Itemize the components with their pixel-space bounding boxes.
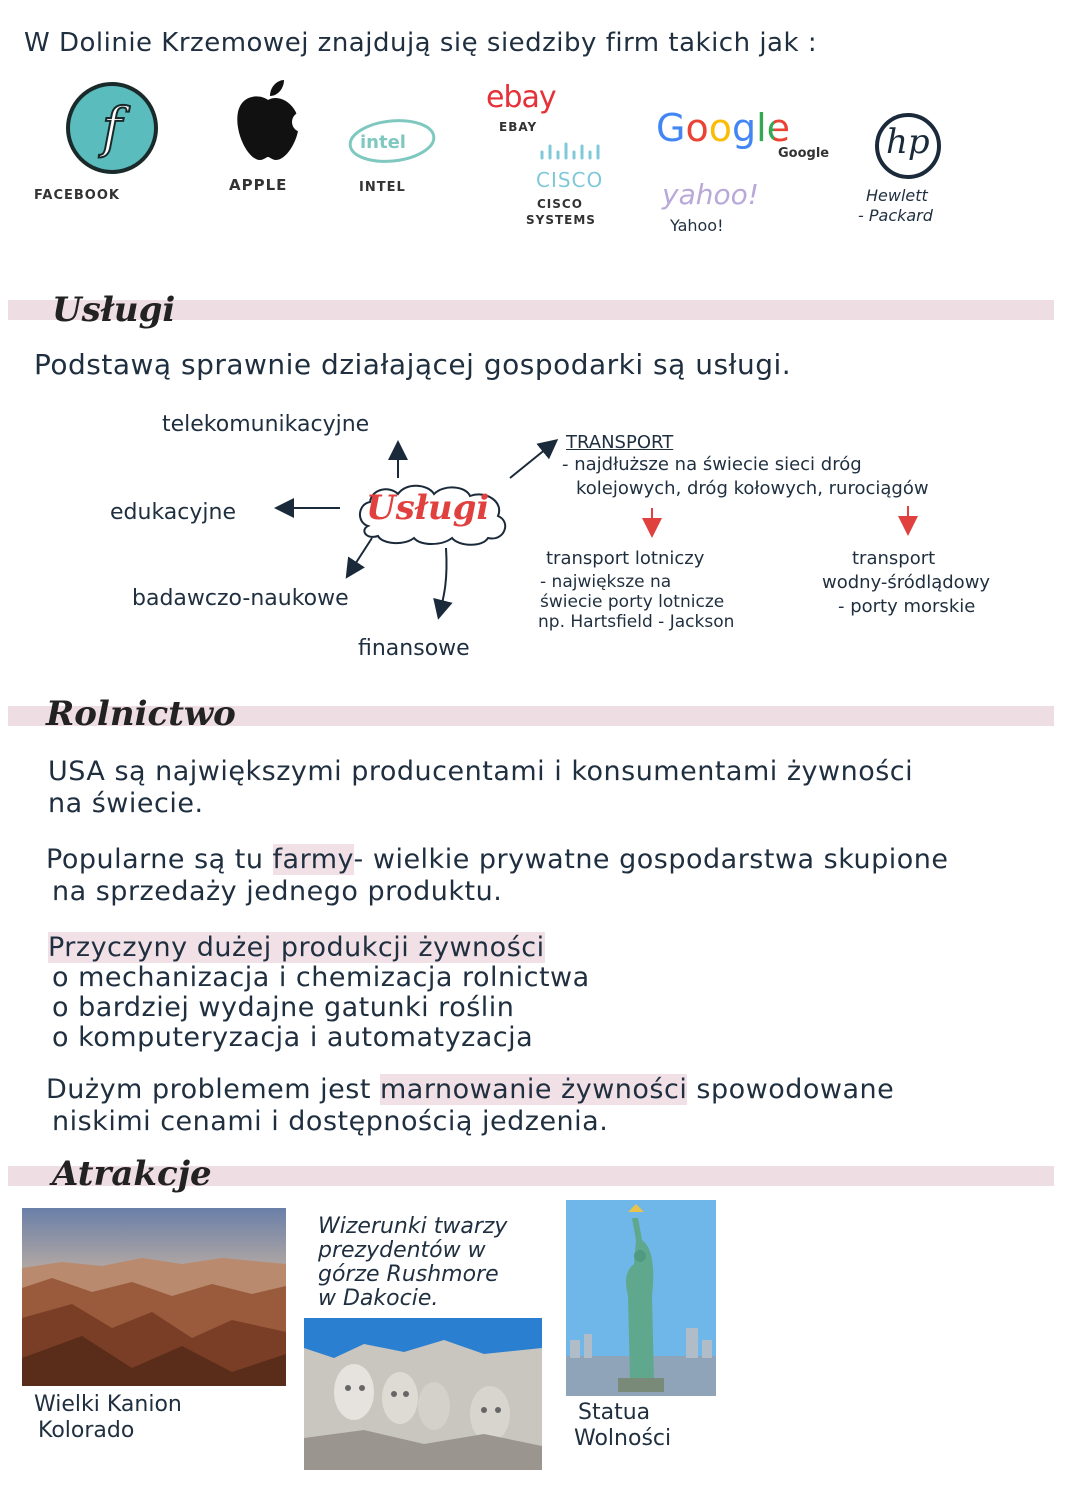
wodny-title: transport [852, 548, 936, 569]
canyon-caption-2: Kolorado [38, 1418, 135, 1443]
uslugi-telekom: telekomunikacyjne [162, 412, 370, 437]
rolnictwo-p3-highlight: marnowanie żywności [380, 1074, 688, 1105]
rushmore-caption-2: prezydentów w [318, 1238, 486, 1263]
cisco-logo-text: CISCO [536, 168, 604, 192]
grand-canyon-photo [22, 1208, 286, 1386]
hp-logo-text: hp [886, 122, 930, 162]
hp-label-1: Hewlett [866, 186, 928, 205]
transport-title: TRANSPORT [566, 432, 674, 453]
wodny-line-2: wodny-śródlądowy [822, 572, 991, 593]
uslugi-center: Usługi [366, 488, 490, 528]
intro-text: W Dolinie Krzemowej znajdują się siedziby firm takich jak : [24, 28, 818, 58]
hp-label-2: - Packard [858, 206, 933, 225]
transport-line-1: - najdłuższe na świecie sieci dróg [562, 454, 862, 475]
facebook-label: FACEBOOK [34, 188, 120, 203]
statue-of-liberty-photo [566, 1200, 716, 1396]
atrakcje-title: Atrakcje [52, 1154, 212, 1194]
statue-caption-1: Statua [578, 1400, 651, 1425]
rolnictwo-p2-a [46, 844, 949, 875]
rushmore-caption-3: górze Rushmore [318, 1262, 499, 1287]
canyon-caption-1: Wielki Kanion [34, 1392, 182, 1417]
uslugi-edukacyjne: edukacyjne [110, 500, 236, 525]
rushmore-caption-1: Wizerunki twarzy [318, 1214, 508, 1239]
ebay-label: EBAY [499, 120, 538, 134]
causes-title [48, 932, 545, 963]
google-label: Google [778, 146, 830, 161]
yahoo-logo: yahoo! [662, 178, 759, 211]
rolnictwo-p3-a2: spowodowane [687, 1074, 895, 1105]
intel-label: INTEL [359, 180, 406, 195]
svg-text:f: f [102, 96, 122, 159]
rolnictwo-p1-b: na świecie. [48, 788, 204, 819]
yahoo-label: Yahoo! [670, 216, 724, 235]
uslugi-lead: Podstawą sprawnie działającej gospodarki są usługi. [34, 348, 792, 381]
lotniczy-title: transport lotniczy [546, 548, 705, 569]
rushmore-caption-4: w Dakocie. [318, 1286, 439, 1311]
cause-item-2: o bardziej wydajne gatunki roślin [52, 992, 515, 1023]
ebay-logo-text: ebay [486, 80, 556, 115]
transport-line-2: kolejowych, dróg kołowych, rurociągów [576, 478, 929, 499]
uslugi-badawcze: badawczo-naukowe [132, 586, 349, 611]
rolnictwo-title: Rolnictwo [46, 694, 236, 734]
rolnictwo-p3-b: niskimi cenami i dostępnością jedzenia. [52, 1106, 609, 1137]
lotniczy-line-1: - największe na [540, 572, 672, 592]
lotniczy-line-3: np. Hartsfield - Jackson [538, 612, 735, 632]
statue-caption-2: Wolności [574, 1426, 672, 1451]
cause-item-3: o komputeryzacja i automatyzacja [52, 1022, 534, 1053]
cisco-label-2: SYSTEMS [526, 213, 596, 227]
rolnictwo-p1-a: USA są największymi producentami i konsumentami żywności [48, 756, 914, 787]
mount-rushmore-photo [304, 1318, 542, 1470]
apple-label: APPLE [229, 176, 288, 194]
rolnictwo-p3-a1: Dużym problemem jest [46, 1074, 380, 1105]
cisco-label-1: CISCO [537, 197, 583, 211]
uslugi-title: Usługi [52, 290, 176, 330]
rolnictwo-p2-a2: - wielkie prywatne gospodarstwa skupione [353, 844, 949, 875]
rolnictwo-p2-a1: Popularne są tu [46, 844, 273, 875]
google-logo-text: Google [656, 106, 791, 150]
rolnictwo-farmy: farmy [272, 844, 354, 875]
rolnictwo-p2-b: na sprzedaży jednego produktu. [52, 876, 503, 907]
cause-item-1: o mechanizacja i chemizacja rolnictwa [52, 962, 590, 993]
causes-title-text: Przyczyny dużej produkcji żywności [48, 932, 545, 963]
intel-logo-text: intel [360, 132, 406, 153]
uslugi-finansowe: finansowe [358, 636, 470, 661]
wodny-line-3: - porty morskie [838, 596, 976, 617]
rolnictwo-p3-a [46, 1074, 894, 1105]
lotniczy-line-2: świecie porty lotnicze [540, 592, 725, 612]
